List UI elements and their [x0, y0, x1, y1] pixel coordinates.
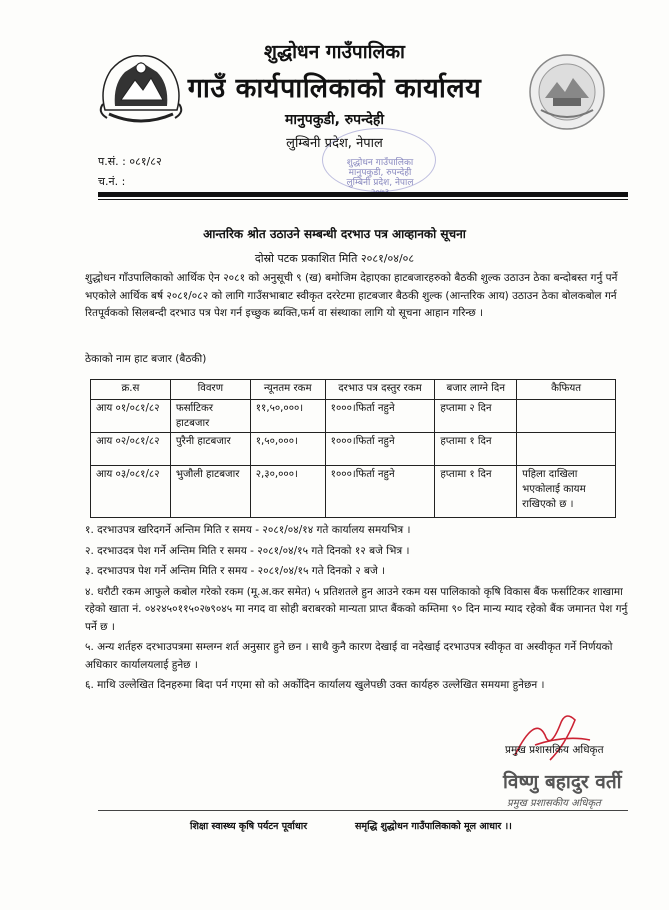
- table-header: कैफियत: [517, 380, 616, 400]
- table-header: विवरण: [170, 380, 250, 400]
- table-cell: १,५०,०००।: [250, 433, 325, 466]
- table-cell: हप्तामा १ दिन: [435, 466, 517, 518]
- notice-body: शुद्धोधन गाँउपालिकाको आर्थिक ऐन २०८१ को अनुसूची ९ (ख) बमोजिम देहाएका हाटबजारहरुको बैठकी शुल्क उठाउन ठेका बन्दोबस्त गर्नु पर्ने भएकोले आर्थिक बर्ष २०८१/०८२ को लागि गाउँसभाबाट स्वीकृत दररेटमा हाटबजार बैठकी शुल्क (आन्तरिक आय) उठाउन ठेका बोलकबोल गर्न रितपूर्वकको सिलबन्दी दरभाउ पत्र पेश गर्न इच्छुक ब्यक्ति,फर्म वा संस्थाका लागि यो सूचना आहान गरिन्छ ।: [85, 272, 618, 319]
- table-cell: १०००।फिर्ता नहुने: [325, 433, 435, 466]
- footer-rule: [98, 810, 628, 811]
- table-cell: २,३०,०००।: [250, 466, 325, 518]
- condition-item: ६. माथि उल्लेखित दिनहरुमा बिदा पर्न गएमा सो को अर्कोदिन कार्यालय खुलेपछी उक्त कार्यहरु उल्लेखित समयमा हुनेछन ।: [85, 679, 545, 691]
- table-cell: [517, 400, 616, 433]
- table-row: [91, 400, 616, 433]
- footer-left: शिक्षा स्वास्थ्य कृषि पर्यटन पूर्वाधार: [190, 821, 308, 832]
- table-cell: ११,५०,०००।: [250, 400, 325, 433]
- table-row: [91, 433, 616, 466]
- table-cell: १०००।फिर्ता नहुने: [325, 466, 435, 518]
- table-header: क्र.स: [91, 380, 171, 400]
- table-header-row: [91, 380, 616, 400]
- publication-date: दोस्रो पटक प्रकाशित मिति २०८१/०४/०८: [254, 252, 415, 265]
- header-rule-thick: [98, 192, 628, 197]
- footer-right: समृद्धि शुद्धोधन गाउँपालिकाको मूल आधार ।।: [355, 821, 512, 832]
- table-header: दरभाउ पत्र दस्तुर रकम: [325, 380, 435, 400]
- table-cell: भुजौली हाटबजार: [170, 466, 250, 518]
- condition-item: ५. अन्य शर्तहरु दरभाउपत्रमा सम्लग्न शर्त अनुसार हुने छन । साथै कुनै कारण देखाई वा नदेखाई दरभाउपत्र स्वीकृत वा अस्वीकृत गर्ने निर्णयको अधिकार कार्यालयलाई हुनेछ ।: [85, 641, 613, 671]
- header-rule-thin: [98, 199, 628, 200]
- dispatch-number: च.नं. :: [98, 175, 126, 188]
- condition-item: २. दरभाउदत्र पेश गर्ने अन्तिम मिति र समय - २०८१/०४/१५ गते दिनको १२ बजे भित्र ।: [85, 544, 410, 557]
- notice-subject: आन्तरिक श्रोत उठाउने सम्बन्धी दरभाउ पत्र आव्हानको सूचना: [203, 227, 466, 241]
- table-cell: पुरैनी हाटबजार: [170, 433, 250, 466]
- table-cell: हप्तामा २ दिन: [435, 400, 517, 433]
- table-cell: [517, 433, 616, 466]
- stamp-text: शुद्धोधन गाउँपालिका मानुपकुडी, रुपन्देही लुम्बिनी प्रदेश, नेपाल: [346, 158, 414, 188]
- condition-item: ३. दरभाउपत्र पेश गर्ने अन्तिम मिति र समय - २०८१/०४/१५ गते दिनको २ बजे ।: [85, 565, 386, 577]
- market-table: [90, 379, 616, 518]
- table-cell: हप्तामा १ दिन: [435, 433, 517, 466]
- table-cell: फर्साटिकर हाटबजार: [170, 400, 250, 433]
- notice-conditions: [85, 522, 630, 698]
- signatory-stamp-title: प्रमुख प्रशासकीय अधिकृत: [507, 798, 601, 809]
- table-cell: आय ०३/०८१/८२: [91, 466, 171, 518]
- table-header: बजार लाग्ने दिन: [435, 380, 517, 400]
- table-cell: आय ०१/०८१/८२: [91, 400, 171, 433]
- office-address: मानुपकुडी, रुपन्देही: [285, 112, 384, 128]
- condition-item: ४. धरौटी रकम आफुले कबोल गरेको रकम (मू.अ.कर समेत) ५ प्रतिशतले हुन आउने रकम यस पालिकाको कृषि विकास बैंक फर्साटिकर शाखामा रहेको खाता नं. ०४२४५०११५०२७९०४५ मा नगद वा सोही बराबरको मान्यता प्राप्त बैंकको कम्तिमा ९० दिन मान्य म्याद रहेको बैंक जमानत पेश गर्नु पर्ने छ ।: [85, 585, 628, 633]
- signatory-title: प्रमुख प्रशासकिय अधिकृत: [505, 744, 604, 756]
- table-cell: १०००।फिर्ता नहुने: [325, 400, 435, 433]
- reference-number: प.सं. : ०८१/८२: [98, 155, 162, 168]
- municipality-name: शुद्धोधन गाउँपालिका: [264, 41, 405, 63]
- office-province: लुम्बिनी प्रदेश, नेपाल: [286, 136, 383, 151]
- table-cell: पहिला दाखिला भएकोलाई कायम राखिएको छ ।: [517, 466, 616, 518]
- condition-item: १. दरभाउपत्र खरिदगर्ने अन्तिम मिति र समय - २०८१/०४/१४ गते कार्यालय समयभित्र ।: [85, 524, 411, 536]
- table-cell: आय ०२/०८१/८२: [91, 433, 171, 466]
- office-title: गाउँ कार्यपालिकाको कार्यालय: [187, 73, 482, 104]
- contract-name: ठेकाको नाम हाट बजार (बैठकी): [85, 353, 207, 365]
- table-row: [91, 466, 616, 518]
- table-header: न्यूनतम रकम: [250, 380, 325, 400]
- signatory-name: विष्णु बहादुर वर्ती: [503, 771, 622, 793]
